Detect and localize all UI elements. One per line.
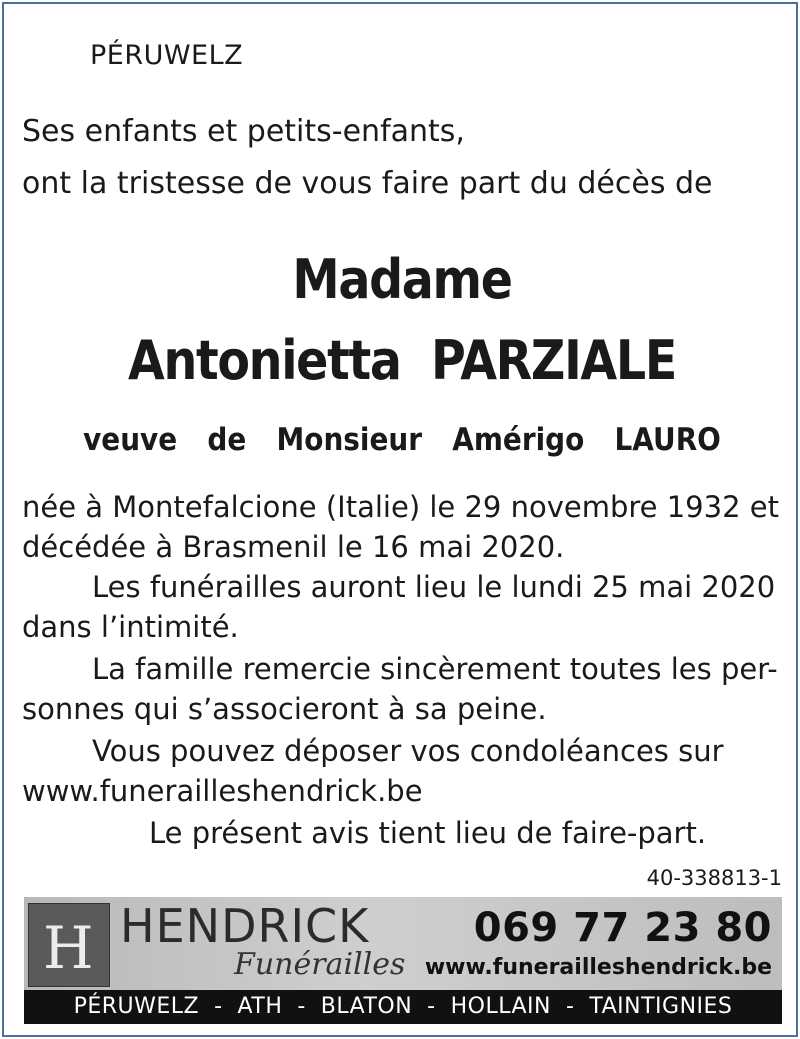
condolences-text: Vous pouvez déposer vos condoléances sur www.funerailleshendrick.be (22, 734, 724, 808)
closing-line: Le présent avis tient lieu de faire-part. (149, 816, 707, 850)
locations-bar: PÉRUWELZ - ATH - BLATON - HOLLAIN - TAINTIGNIES (24, 990, 782, 1024)
location-heading: PÉRUWELZ (90, 40, 244, 71)
funeral-home-banner (24, 897, 782, 990)
deceased-name: Antonietta PARZIALE (127, 329, 676, 392)
widow-of: veuve de Monsieur Amérigo LAURO (83, 422, 721, 458)
reference-number: 40-338813-1 (646, 866, 782, 890)
intro-line-1: Ses enfants et petits-enfants, (22, 114, 465, 149)
condolences-paragraph (22, 731, 787, 811)
intro-line-2: ont la tristesse de vous faire part du décès de (22, 166, 713, 201)
thanks-text: La famille remercie sincèrement toutes les per-sonnes qui s’associeront à sa peine. (22, 652, 778, 726)
brand-subtitle: Funérailles (234, 947, 406, 982)
thanks-paragraph (22, 649, 787, 729)
funeral-home-logo (28, 903, 110, 987)
website-link[interactable]: www.funerailleshendrick.be (424, 955, 772, 980)
funeral-paragraph (22, 567, 787, 647)
funeral-text: Les funérailles auront lieu le lundi 25 mai 2020 dans l’intimité. (22, 570, 776, 644)
phone-number: 069 77 23 80 (473, 905, 772, 951)
birth-death-paragraph: née à Montefalcione (Italie) le 29 novembre 1932 et décédée à Brasmenil le 16 mai 2020. (22, 490, 779, 564)
deceased-title: Madame (292, 248, 512, 311)
brand-name: HENDRICK (120, 899, 370, 953)
logo-letter: H (43, 914, 94, 982)
obituary-notice (2, 2, 798, 1037)
